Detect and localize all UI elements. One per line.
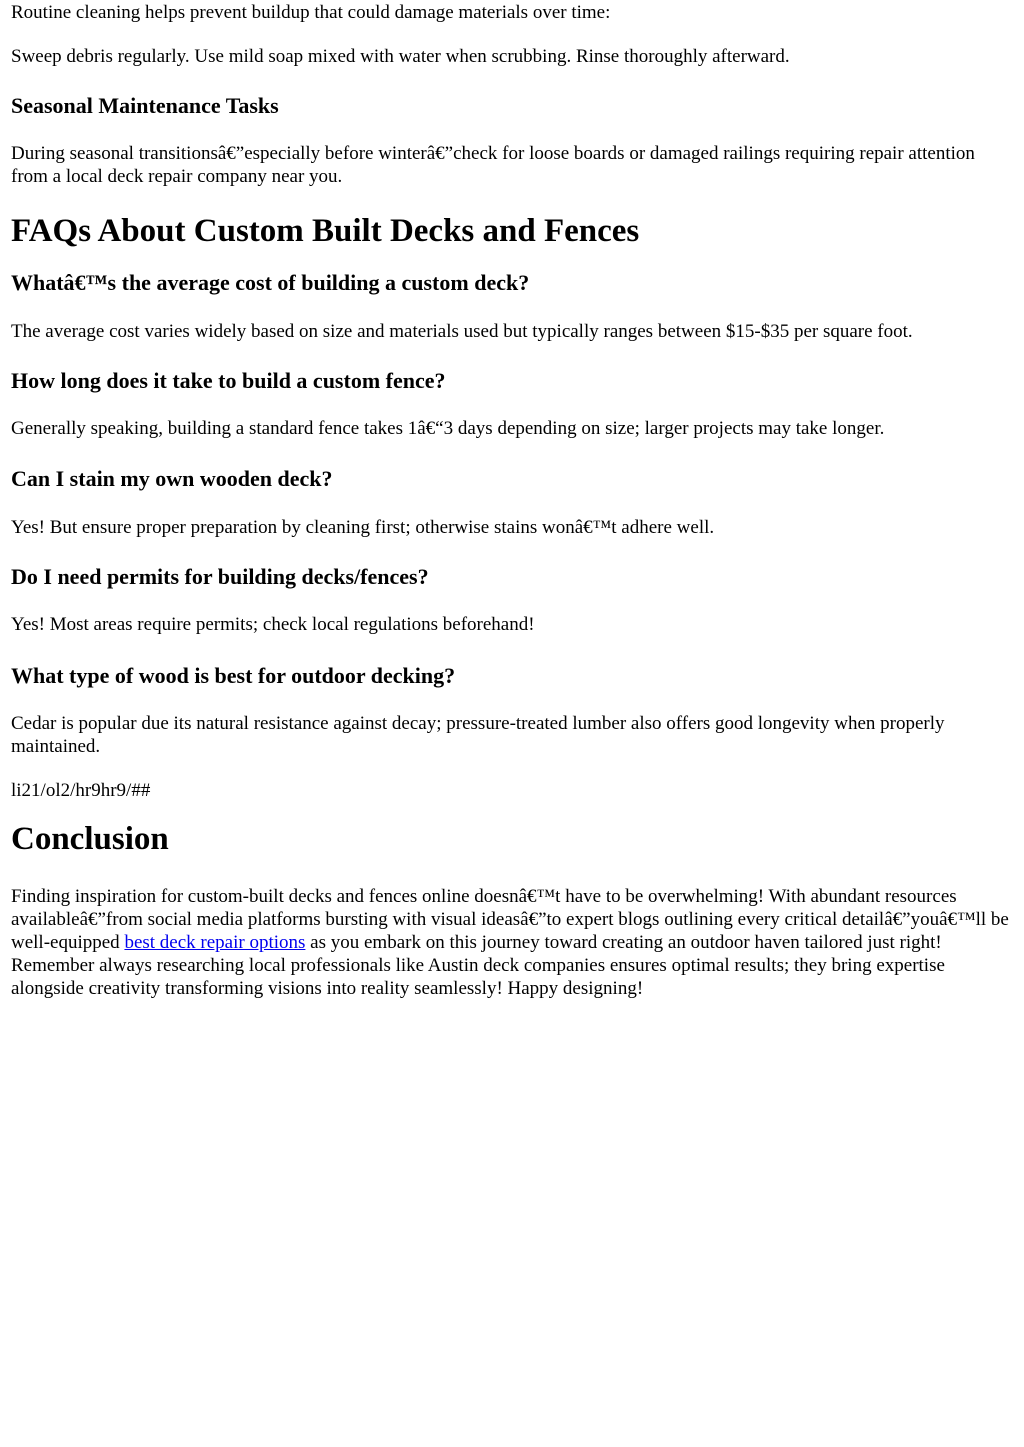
faq-question-3: Can I stain my own wooden deck? bbox=[11, 466, 333, 491]
faq-answer-1: The average cost varies widely based on size and materials used but typically ranges between $15-$35 per square foot. bbox=[11, 321, 913, 342]
deck-repair-options-link[interactable]: best deck repair options bbox=[124, 932, 306, 953]
seasonal-heading: Seasonal Maintenance Tasks bbox=[11, 93, 279, 118]
faq-question-1: Whatâ€™s the average cost of building a custom deck? bbox=[11, 270, 530, 295]
faq-answer-2: Generally speaking, building a standard fence takes 1â€“3 days depending on size; larger projects may take longer. bbox=[11, 418, 885, 439]
faq-answer-5: Cedar is popular due its natural resistance against decay; pressure-treated lumber also offers good longevity when properly maintained. bbox=[11, 713, 945, 757]
faq-question-2: How long does it take to build a custom fence? bbox=[11, 368, 446, 393]
faq-answer-3: Yes! But ensure proper preparation by cleaning first; otherwise stains wonâ€™t adhere well. bbox=[11, 517, 715, 538]
stray-text: li21/ol2/hr9hr9/## bbox=[11, 780, 151, 801]
conclusion-heading: Conclusion bbox=[11, 821, 169, 857]
faqs-heading: FAQs About Custom Built Decks and Fences bbox=[11, 213, 640, 249]
conclusion-text-after-link: as you embark on this journey toward creating an outdoor haven tailored just right! Remember always researching local professionals like Austin deck companies ensures optimal results; they bring expertise alongside creativity transforming visions into reality seamlessly! Happy designing! bbox=[11, 932, 945, 999]
conclusion-paragraph bbox=[11, 885, 1012, 1000]
cleaning-steps-paragraph: Sweep debris regularly. Use mild soap mixed with water when scrubbing. Rinse thoroughly afterward. bbox=[11, 46, 790, 67]
intro-paragraph: Routine cleaning helps prevent buildup that could damage materials over time: bbox=[11, 2, 611, 23]
seasonal-paragraph: During seasonal transitionsâ€”especially before winterâ€”check for loose boards or damaged railings requiring repair attention from a local deck repair company near you. bbox=[11, 143, 975, 187]
faq-answer-4: Yes! Most areas require permits; check local regulations beforehand! bbox=[11, 614, 535, 635]
faq-question-5: What type of wood is best for outdoor decking? bbox=[11, 663, 456, 688]
article-body bbox=[0, 1, 1024, 1000]
faq-question-4: Do I need permits for building decks/fences? bbox=[11, 564, 429, 589]
conclusion-text-before-link: Finding inspiration for custom-built decks and fences online doesnâ€™t have to be overwhelming! With abundant resources availableâ€”from social media platforms bursting with visual ideasâ€”to expert blogs outlining every critical detailâ€”youâ€™ll be well-equipped bbox=[11, 886, 1009, 953]
